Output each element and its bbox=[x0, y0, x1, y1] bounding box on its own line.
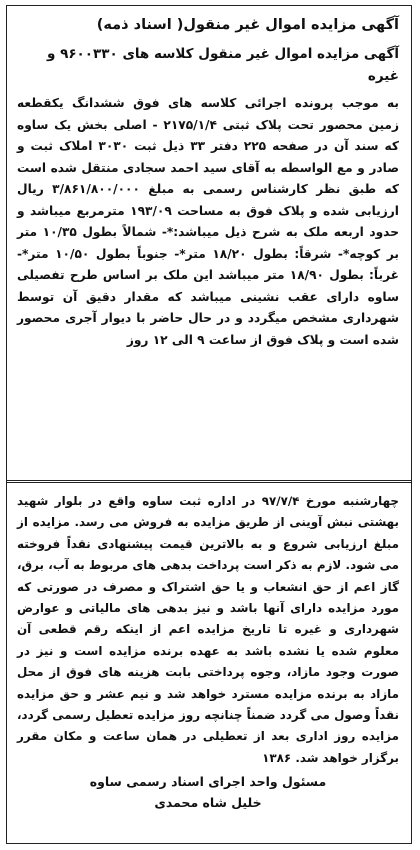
signature-name: خلیل شاه محمدی bbox=[154, 795, 262, 811]
auction-notice-bottom-section bbox=[6, 480, 412, 844]
notice-subtitle: آگهی مزایده اموال غیر منقول کلاسه های ۹۶۰۰۳۳۰ و غیره bbox=[46, 46, 399, 84]
auction-notice-top-section bbox=[6, 5, 412, 483]
notice-paragraph-bottom: چهارشنبه مورخ ۹۷/۷/۴ در اداره ثبت ساوه واقع در بلوار شهید بهشتی نبش آوینی از طریق مزایده به فروش می رسد. مزایده از مبلغ ارزیابی شروع و به بالاترین قیمت پیشنهادی نقداً فروخته می شود. لازم به ذکر است پرداخت بدهی های مربوط به آب، برق، گاز اعم از حق انشعاب و یا حق اشتراک و مصرف در صورتی که مورد مزایده دارای آنها باشد و نیز بدهی های مالیاتی و عوارض شهرداری و غیره تا تاریخ مزایده اعم از اینکه رقم قطعی آن معلوم شده یا نشده باشد به عهده برنده مزایده است و نیز در صورت وجود مازاد، وجوه پرداختی بابت هزینه های فوق از محل مازاد به برنده مزایده مسترد خواهد شد و نیم عشر و حق مزایده نقداً وصول می گردد ضمناً چنانچه روز مزایده تعطیل رسمی گردد، مزایده روز اداری بعد از تعطیلی در همان ساعت و مکان مقرر برگزار خواهد شد. ۱۳۸۶ bbox=[17, 494, 399, 765]
notice-paragraph-top: به موجب پرونده اجرائی کلاسه های فوق ششدانگ یکقطعه زمین محصور تحت پلاک ثبتی ۲۱۷۵/۱/۴ - اصلی بخش یک ساوه که سند آن در صفحه ۲۲۵ دفتر ۳۳ ذیل ثبت ۳۰۳۰ املاک ثبت و صادر و مع الواسطه به آقای سید احمد سجادی منتقل شده است که طبق نظر کارشناس رسمی به مبلغ ۳/۸۶۱/۸۰۰/۰۰۰ ریال ارزیابی شده و پلاک فوق به مساحت ۱۹۳/۰۹ مترمربع میباشد و حدود اربعه ملک به شرح ذیل میباشد:*- شمالاً بطول ۱۰/۳۵ متر بر کوچه*- شرقاً: بطول ۱۸/۲۰ متر*- جنوباً بطول ۱۰/۵۰ متر*- غرباً: بطول ۱۸/۹۰ متر میباشد این ملک بر اساس طرح تفصیلی ساوه دارای عقب نشینی میباشد که مقدار دقیق آن توسط شهرداری مشخص میگردد و در حال حاضر با دیوار آجری محصور شده است و پلاک فوق از ساعت ۹ الی ۱۲ روز bbox=[17, 96, 400, 347]
notice-title: آگهی مزایده اموال غیر منقول( اسناد ذمه) bbox=[96, 17, 399, 33]
signature-unit: مسئول واحد اجرای اسناد رسمی ساوه bbox=[89, 774, 327, 790]
